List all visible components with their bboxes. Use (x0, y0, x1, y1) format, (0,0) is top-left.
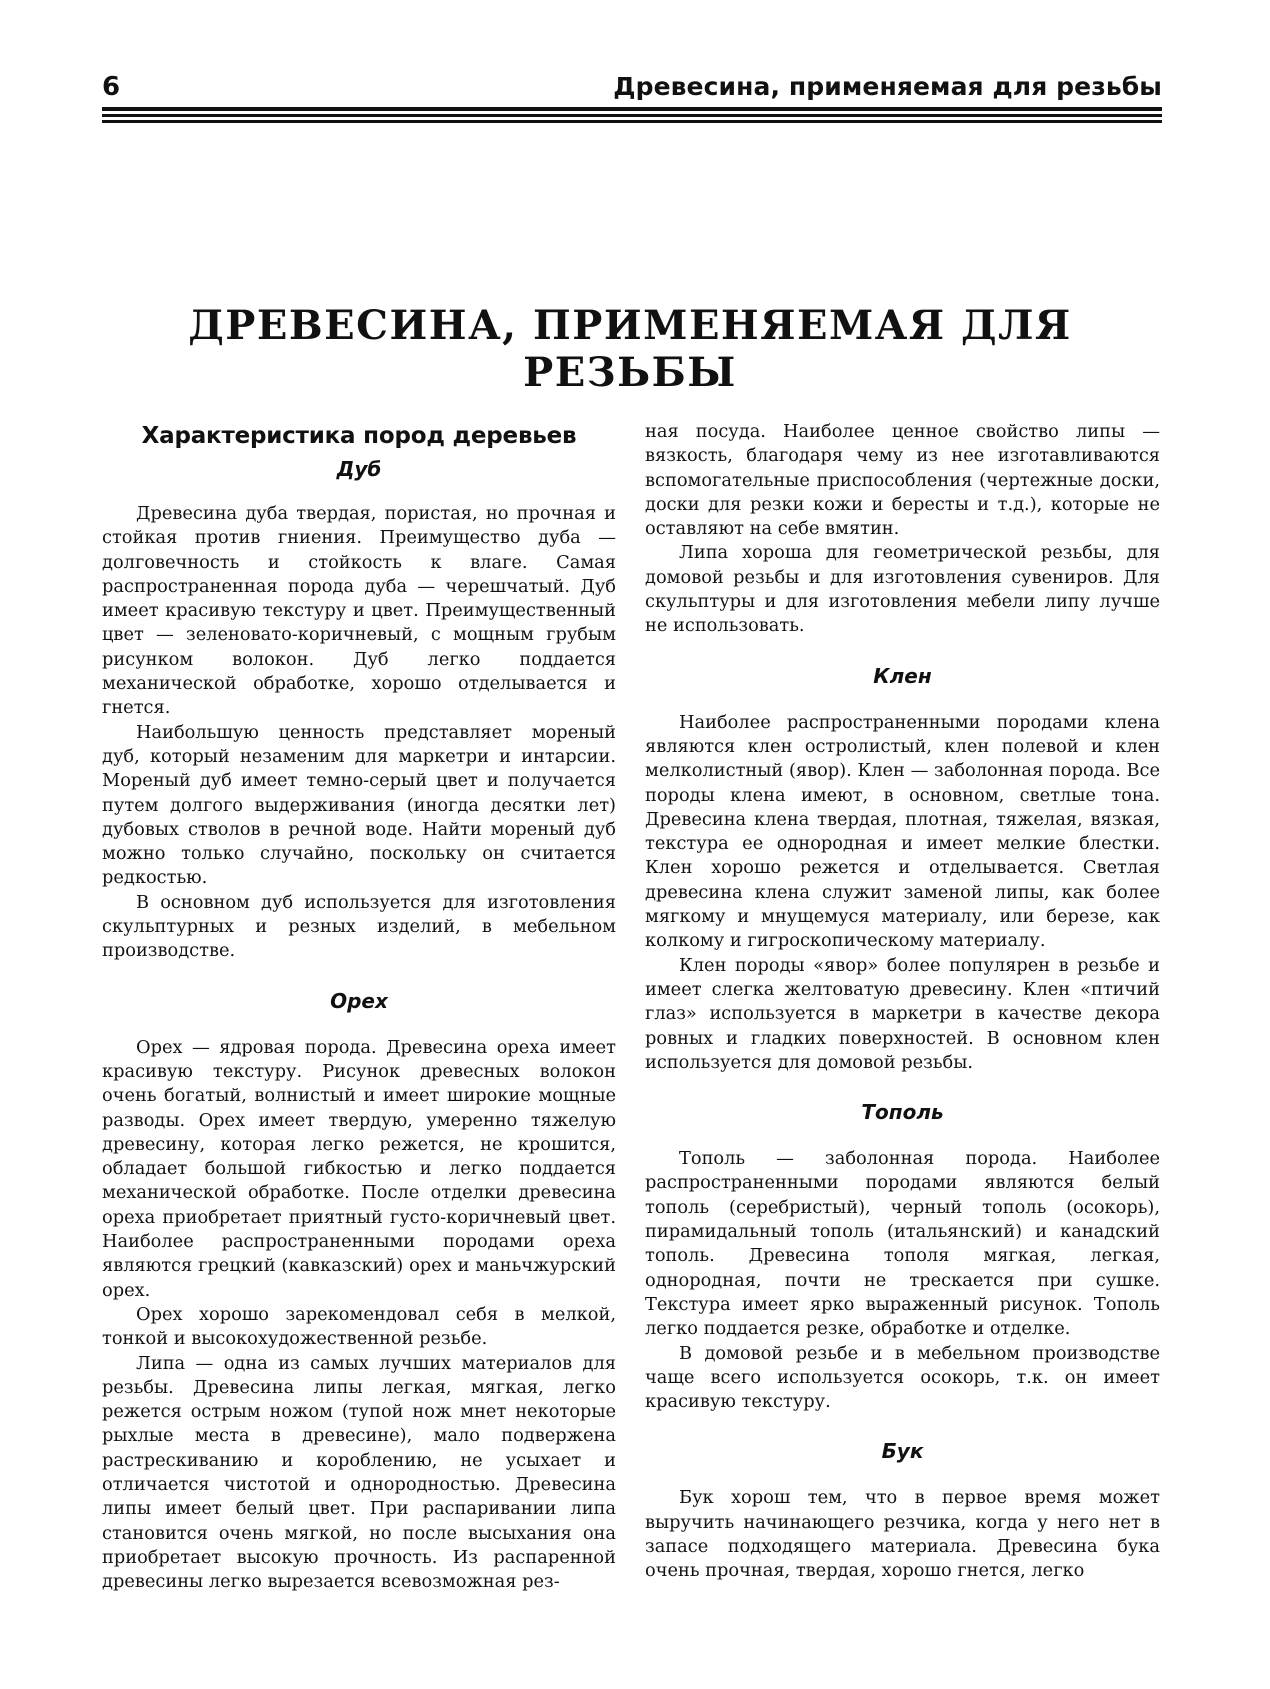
paragraph: Липа хороша для геометрической резьбы, для домовой резьбы и для изготовления сувениров. Для скульптуры и для изготовления мебели липу лучше не использовать. (645, 542, 1160, 637)
subheading-maple: Клен (873, 663, 932, 688)
paragraph: Наибольшую ценность представляет мореный дуб, который незаменим для маркетри и интарсии. Мореный дуб имеет темно-серый цвет и получается путем долгого выдерживания (иногда десятки лет) дубовых стволов в речной воде. Найти мореный дуб можно только случайно, поскольку он считается редкостью. (102, 721, 616, 889)
paragraph: Клен породы «явор» более популярен в резьбе и имеет слегка желтоватую древесину. Клен «птичий глаз» используется в маркетри в качестве декора ровных и гладких поверхностей. В основном клен используется для домовой резьбы. (645, 954, 1160, 1073)
running-title: Древесина, применяемая для резьбы (613, 72, 1162, 101)
chapter-title: ДРЕВЕСИНА, ПРИМЕНЯЕМАЯ ДЛЯ РЕЗЬБЫ (188, 302, 1072, 396)
paragraph: Бук хорош тем, что в первое время может выручить начинающего резчика, когда у него нет в запасе подходящего материала. Древесина бука очень прочная, твердая, хорошо гнется, легко (645, 1487, 1160, 1582)
subheading-oak: Дуб (336, 457, 382, 481)
header-rule (102, 120, 1162, 123)
paragraph: Орех хорошо зарекомендовал себя в мелкой, тонкой и высокохудожественной резьбе. (102, 1303, 616, 1350)
paragraph: В основном дуб используется для изготовления скульптурных и резных изделий, в мебельном производстве. (102, 891, 616, 962)
header-rule (102, 114, 1162, 117)
paragraph: Тополь — заболонная порода. Наиболее распространенными породами являются белый тополь (серебристый), черный тополь (осокорь), пирамидальный тополь (итальянский) и канадский тополь. Древесина тополя мягкая, легкая, однородная, почти не трескается при сушке. Текстура имеет ярко выраженный рисунок. Тополь легко поддается резке, обработке и отделке. (645, 1148, 1160, 1340)
page-number: 6 (102, 72, 121, 102)
running-header (102, 70, 1162, 126)
left-column (102, 420, 616, 1594)
subheading-walnut: Орех (330, 988, 388, 1013)
paragraph: Орех — ядровая порода. Древесина ореха имеет красивую текстуру. Рисунок древесных волокон очень богатый, волнистый и имеет широкие мощные разводы. Орех имеет твердую, умеренно тяжелую древесину, которая легко режется, не крошится, обладает большой гибкостью и легко поддается механической обработке. После отделки древесина ореха приобретает приятный густо-коричневый цвет. Наиболее распространенными породами ореха являются грецкий (кавказский) орех и маньчжурский орех. (102, 1036, 616, 1301)
subheading-beech: Бук (881, 1439, 924, 1464)
right-column (645, 420, 1160, 1584)
paragraph: В домовой резьбе и в мебельном производстве чаще всего используется осокорь, т.к. он имеет красивую текстуру. (645, 1342, 1160, 1413)
paragraph: Наиболее распространенными породами клена являются клен остролистый, клен полевой и клен мелколистный (явор). Клен — заболонная порода. Все породы клена имеют, в основном, светлые тона. Древесина клена твердая, плотная, тяжелая, вязкая, текстура ее однородная и имеет мелкие блестки. Клен хорошо режется и отделывается. Светлая древесина клена служит заменой липы, как более мягкому и мнущемуся материалу, или березе, как колкому и гигроскопическому материалу. (645, 711, 1160, 952)
header-rule (102, 107, 1162, 111)
paragraph: Липа — одна из самых лучших материалов для резьбы. Древесина липы легкая, мягкая, легко режется острым ножом (тупой нож мнет некоторые рыхлые места в древесине), мало подвержена растрескиванию и короблению, не усыхает и отличается чистотой и однородностью. Древесина липы имеет белый цвет. При распаривании липа становится очень мягкой, но после высыхания она приобретает высокую прочность. Из распаренной древесины легко вырезается всевозможная рез- (102, 1352, 616, 1593)
paragraph: Древесина дуба твердая, пористая, но прочная и стойкая против гниения. Преимущество дуба — долговечность и стойкость к влаге. Самая распространенная порода дуба — черешчатый. Дуб имеет красивую текстуру и цвет. Преимущественный цвет — зеленовато-коричневый, с мощным грубым рисунком волокон. Дуб легко поддается механической обработке, хорошо отделывается и гнется. (102, 503, 616, 719)
paragraph-continued: ная посуда. Наиболее ценное свойство липы — вязкость, благодаря чему из нее изготавливаются вспомогательные приспособления (чертежные доски, доски для резки кожи и бересты и т.д.), которые не оставляют на себе вмятин. (645, 421, 1160, 540)
section-title: Характеристика пород деревьев (141, 423, 577, 449)
subheading-poplar: Тополь (861, 1100, 944, 1125)
